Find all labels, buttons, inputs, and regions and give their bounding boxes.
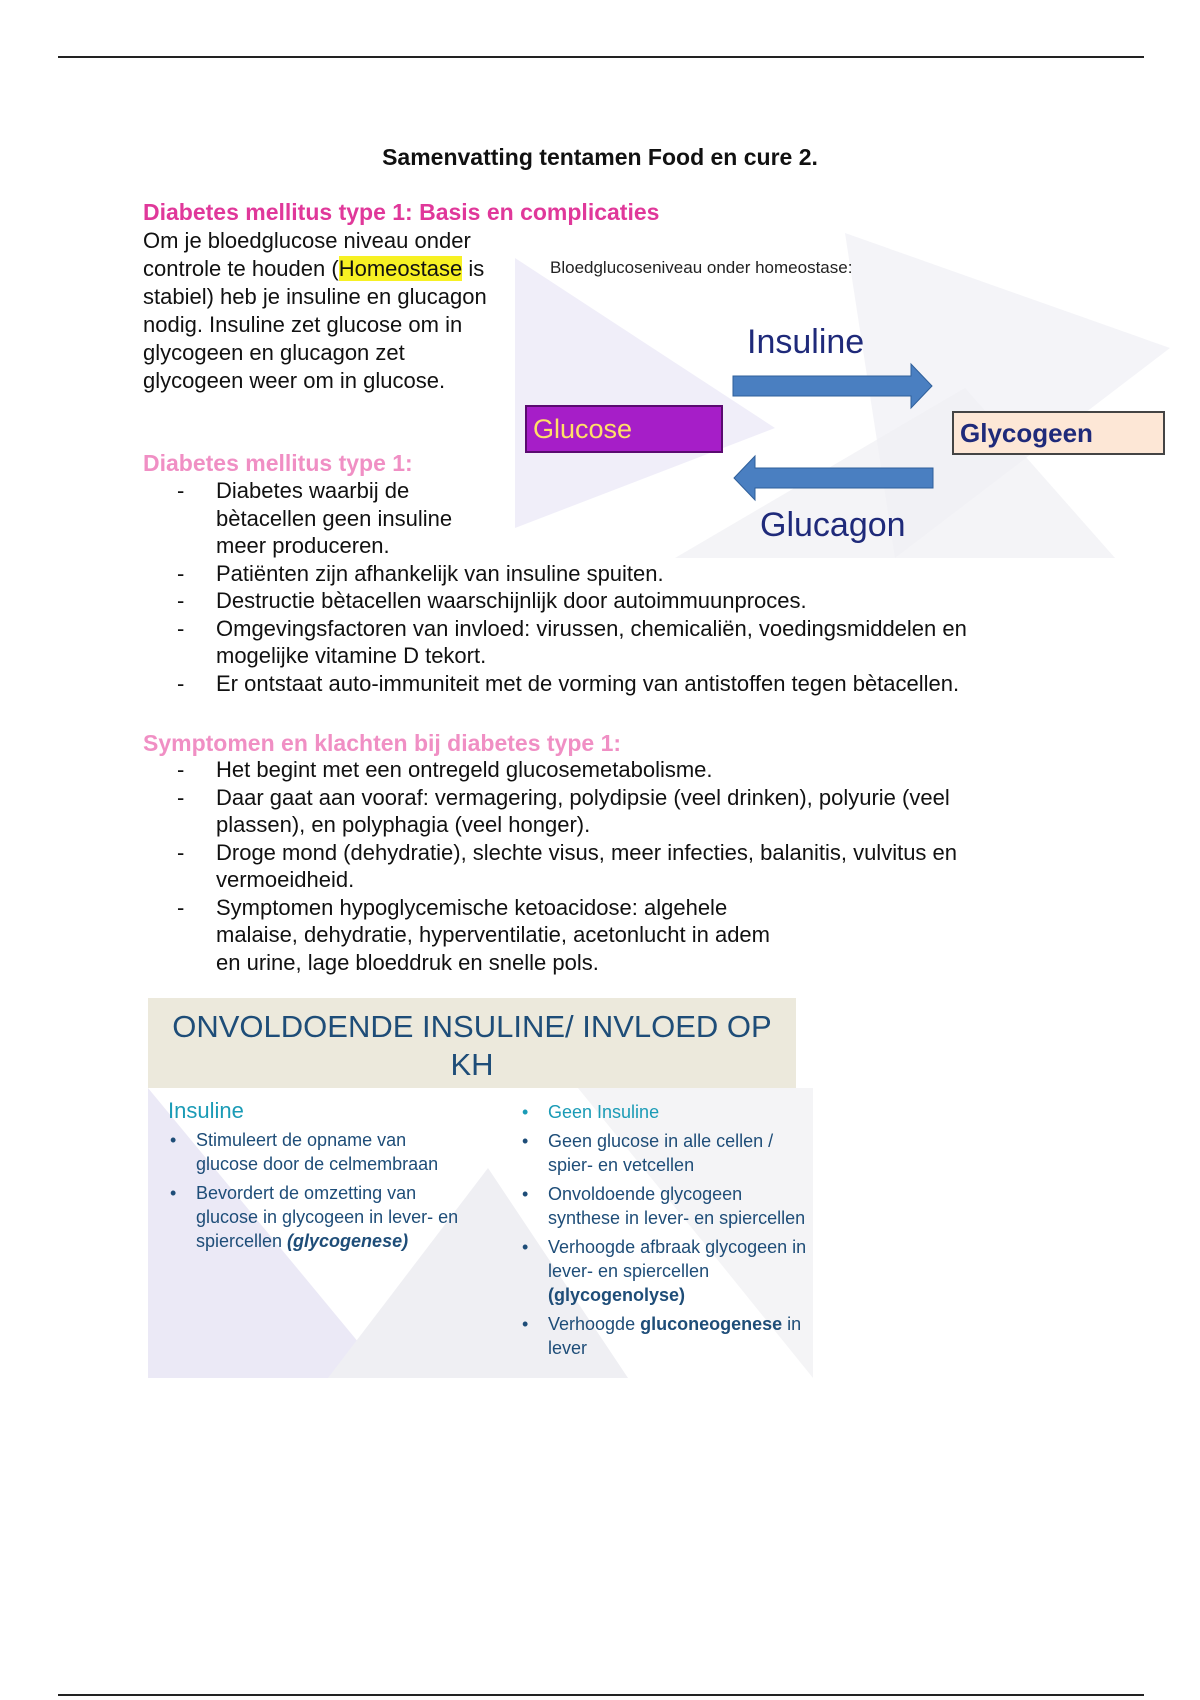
list-item <box>168 1128 468 1176</box>
bullet-mark: • <box>522 1184 529 1204</box>
dash-mark: - <box>177 588 185 613</box>
list-item <box>168 1181 468 1253</box>
list-item <box>143 670 1083 698</box>
list-item-text: Verhoogde <box>548 1314 641 1334</box>
list-item <box>143 894 776 977</box>
section-heading-type1: Diabetes mellitus type 1: <box>143 450 413 476</box>
list-item-text: Geen glucose in alle cellen / spier- en vetcellen <box>548 1131 774 1175</box>
list-item-text: Stimuleert de opname van glucose door de celmembraan <box>196 1130 439 1174</box>
bullet-mark: • <box>522 1314 529 1334</box>
glycogenolyse-term: (glycogenolyse) <box>548 1285 686 1305</box>
list-item <box>143 756 1063 784</box>
list-item <box>143 615 1036 670</box>
list-item <box>143 477 496 560</box>
dash-mark: - <box>177 784 185 810</box>
list-item-text: Symptomen hypoglycemische ketoacidose: algehele malaise, dehydratie, hyperventilatie, acetonlucht in adem en urine, lage bloeddruk en snelle pols. <box>216 894 770 975</box>
dash-mark: - <box>177 670 185 696</box>
glycogenese-term: (glycogenese) <box>287 1231 409 1251</box>
intro-paragraph <box>143 227 503 395</box>
list-item <box>520 1235 810 1307</box>
list-item <box>520 1100 810 1124</box>
bullet-mark: • <box>170 1130 177 1150</box>
list-item-text: Destructie bètacellen waarschijnlijk door autoimmuunproces. <box>216 588 807 613</box>
list-item-text: Patiënten zijn afhankelijk van insuline spuiten. <box>216 560 664 586</box>
list-item <box>143 560 1083 588</box>
geen-insuline-column-title: Geen Insuline <box>548 1102 660 1122</box>
slide-title-line2: KH <box>450 1047 494 1082</box>
footer-rule <box>58 1694 1144 1696</box>
insuline-bullets <box>168 1128 468 1258</box>
diagram-caption: Bloedglucoseniveau onder homeostase: <box>550 258 853 277</box>
glucose-box: Glucose <box>525 405 723 453</box>
slide-title <box>148 998 796 1088</box>
list-item-text: Verhoogde afbraak glycogeen in lever- en spiercellen <box>548 1237 807 1281</box>
insuline-slide <box>148 998 813 1378</box>
list-item <box>520 1182 810 1230</box>
bullet-mark: • <box>170 1183 177 1203</box>
gluconeogenese-term: gluconeogenese <box>640 1314 783 1334</box>
section-heading-symptomen: Symptomen en klachten bij diabetes type 1: <box>143 730 622 756</box>
type1-list <box>143 477 1083 697</box>
list-item-text-end: in lever <box>548 1314 802 1358</box>
intro-text-start: Om je bloedglucose niveau onder controle te houden ( <box>143 228 471 281</box>
list-item <box>520 1312 810 1360</box>
bullet-mark: • <box>522 1131 529 1151</box>
bullet-mark: • <box>522 1102 529 1122</box>
list-item-text: Diabetes waarbij de bètacellen geen insuline meer produceren. <box>216 478 453 558</box>
insuline-label: Insuline <box>747 323 865 361</box>
list-item-text: Omgevingsfactoren van invloed: virussen, chemicaliën, voedingsmiddelen en mogelijke vitamine D tekort. <box>216 615 967 668</box>
list-item <box>143 839 1046 894</box>
insuline-column-title: Insuline <box>168 1098 244 1123</box>
list-item-text: Droge mond (dehydratie), slechte visus, meer infecties, balanitis, vulvitus en vermoeidheid. <box>216 839 958 892</box>
list-item <box>143 587 1083 615</box>
dash-mark: - <box>177 894 185 920</box>
list-item-text: Er ontstaat auto-immuniteit met de vorming van antistoffen tegen bètacellen. <box>216 670 960 696</box>
list-item <box>143 784 1036 839</box>
list-item-text: Bevordert de omzetting van glucose in glycogeen in lever- en spiercellen <box>196 1183 459 1251</box>
list-item-text: Het begint met een ontregeld glucosemetabolisme. <box>216 757 713 782</box>
symptomen-list <box>143 756 1063 976</box>
list-item <box>520 1129 810 1177</box>
highlight-homeostase: Homeostase <box>338 256 463 281</box>
header-rule <box>58 56 1144 58</box>
dash-mark: - <box>177 839 185 865</box>
bullet-mark: • <box>522 1237 529 1257</box>
list-item-text: Onvoldoende glycogeen synthese in lever- en spiercellen <box>548 1184 806 1228</box>
document-title: Samenvatting tentamen Food en cure 2. <box>382 144 818 170</box>
geen-insuline-bullets <box>520 1100 810 1365</box>
slide-title-line1: ONVOLDOENDE INSULINE/ INVLOED OP <box>172 1009 772 1044</box>
glycogeen-box: Glycogeen <box>952 411 1165 455</box>
dash-mark: - <box>177 478 185 503</box>
dash-mark: - <box>177 615 185 641</box>
list-item-text: Daar gaat aan vooraf: vermagering, polydipsie (veel drinken), polyurie (veel plassen), en polyphagia (veel honger). <box>216 784 950 837</box>
dash-mark: - <box>177 560 185 586</box>
section-heading-basis: Diabetes mellitus type 1: Basis en complicaties <box>143 199 660 225</box>
intro-text-end: is stabiel) heb je insuline en glucagon nodig. Insuline zet glucose om in glycogeen en glucagon zet glycogeen weer om in glucose. <box>143 256 487 393</box>
glucagon-label: Glucagon <box>760 506 906 544</box>
dash-mark: - <box>177 757 185 782</box>
